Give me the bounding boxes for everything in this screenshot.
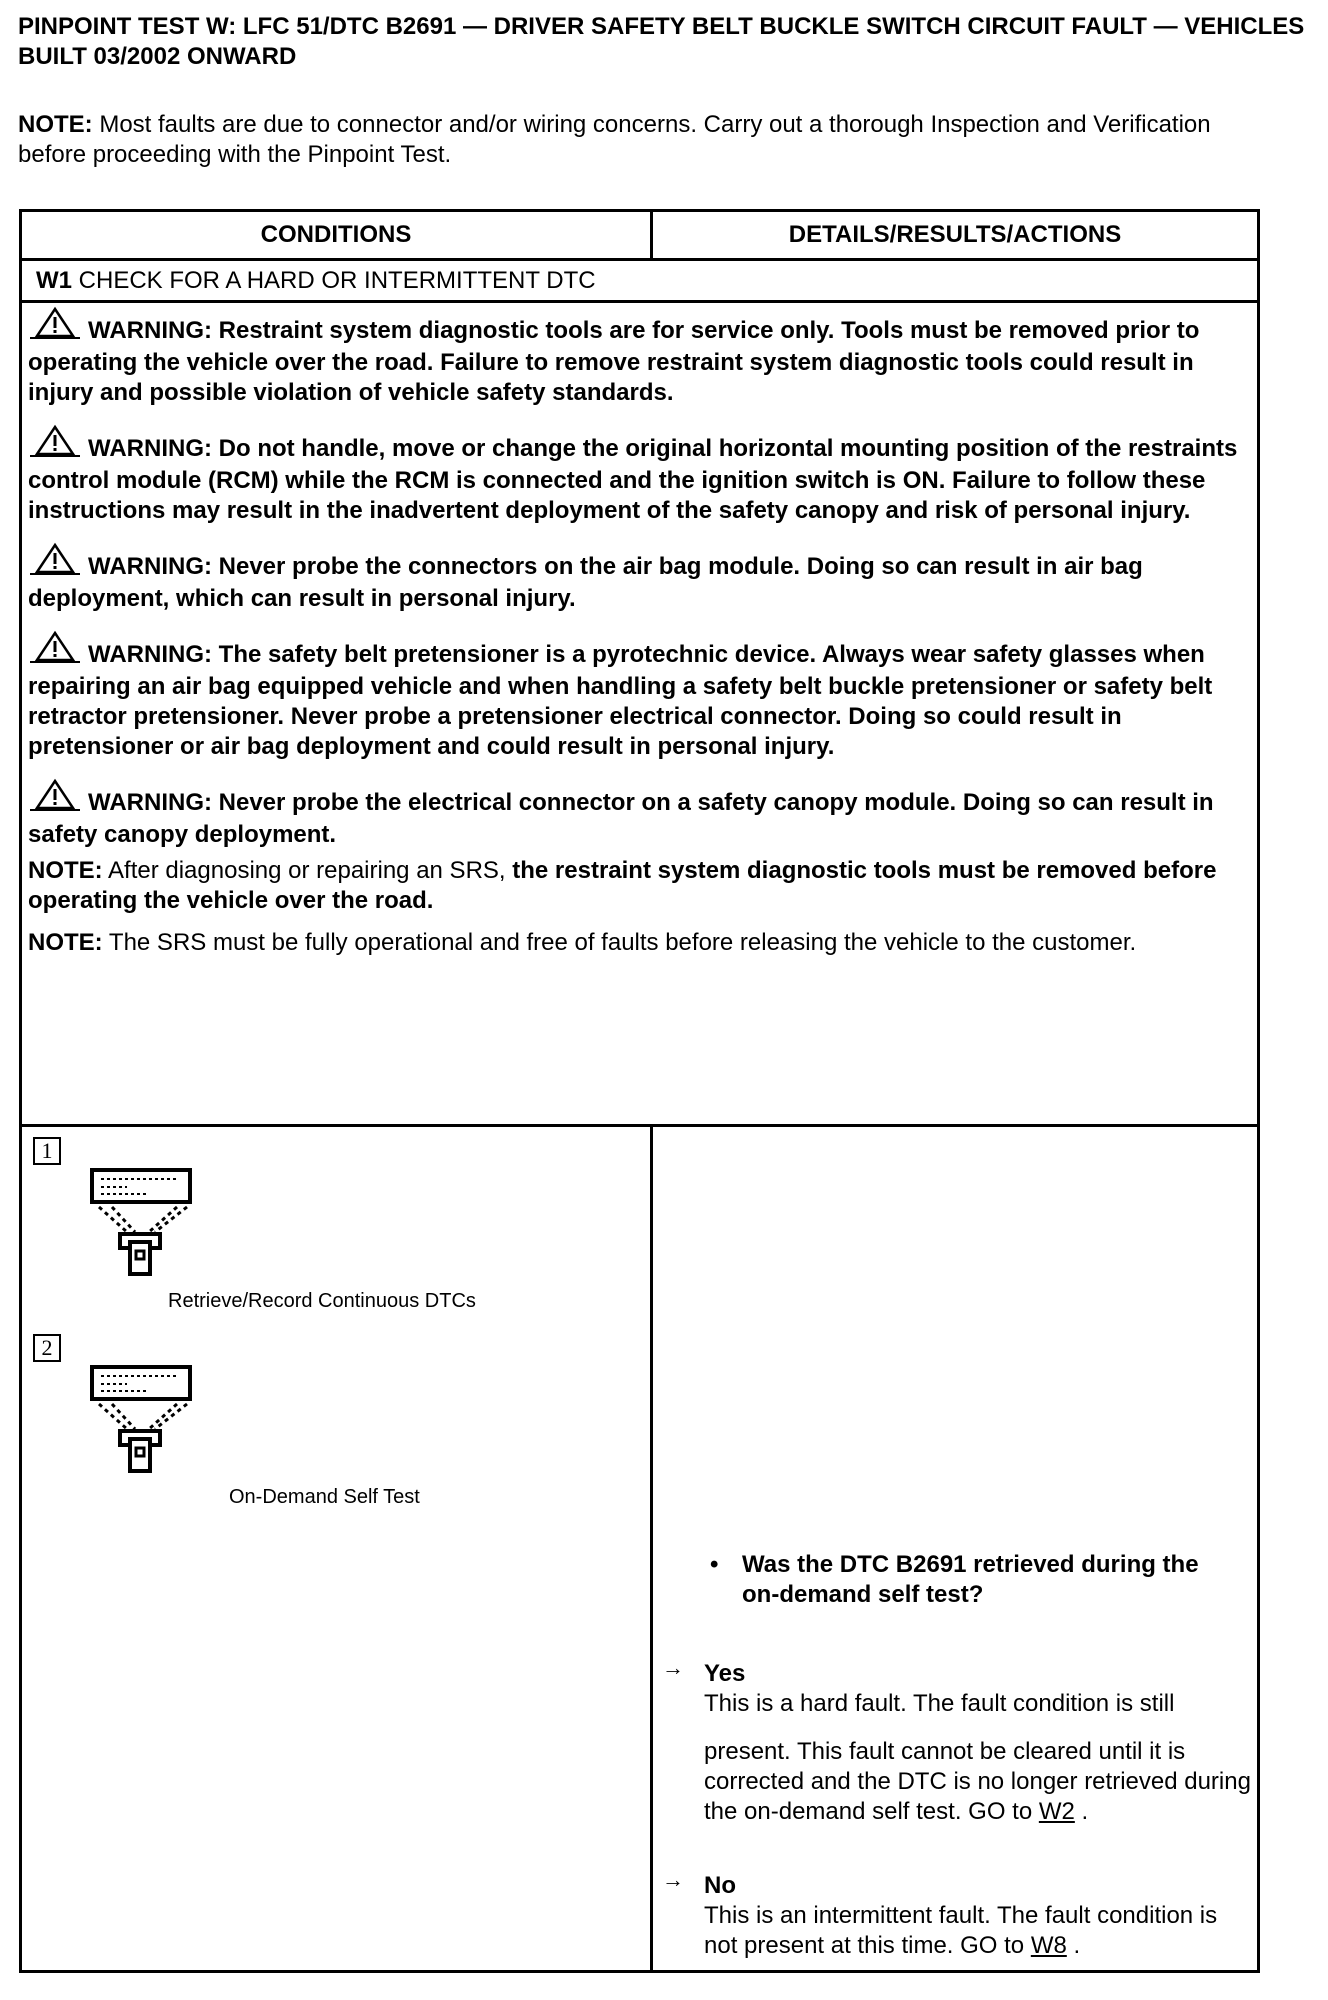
- answer-text: This is a hard fault. The fault condition is still: [704, 1690, 1175, 1717]
- step-number-2: 2: [33, 1334, 61, 1362]
- answer-text-part: present. This fault cannot be cleared until it is corrected and the DTC is no longer retrieved during the on-demand self test. GO to: [704, 1738, 1251, 1825]
- warning-5: [28, 778, 1253, 850]
- arrow-right-icon: →: [662, 1867, 684, 1892]
- goto-w8-link[interactable]: W8: [1030, 1932, 1067, 1959]
- step-caption: On-Demand Self Test: [229, 1486, 420, 1508]
- scan-tool-icon: [87, 1167, 197, 1282]
- step-number-1: 1: [33, 1137, 61, 1165]
- header-conditions: CONDITIONS: [260, 221, 412, 248]
- note-text: After diagnosing or repairing an SRS,: [102, 857, 513, 884]
- warning-triangle-icon: [28, 306, 82, 348]
- answer-text: [704, 1737, 1252, 1827]
- step-id: W1: [36, 267, 72, 294]
- answer-text-end: .: [1066, 1932, 1081, 1959]
- warning-text: WARNING: Restraint system diagnostic tools are for service only. Tools must be removed prior to operating the vehicle over the road. Failure to remove restraint system diagnostic tools could result in injury and possible violation of vehicle safety standards.: [28, 317, 1200, 406]
- page-title: PINPOINT TEST W: LFC 51/DTC B2691 — DRIVER SAFETY BELT BUCKLE SWITCH CIRCUIT FAULT — VEHICLES BUILT 03/2002 ONWARD: [18, 13, 1305, 70]
- answer-label: No: [704, 1872, 736, 1899]
- answer-no: [662, 1867, 1252, 1961]
- warning-text: WARNING: The safety belt pretensioner is a pyrotechnic device. Always wear safety glasses when repairing an air bag equipped vehicle and when handling a safety belt buckle pretensioner or safety belt retractor pretensioner. Never probe a pretensioner electrical connector. Doing so could result in pretensioner or air bag deployment and could result in personal injury.: [28, 641, 1213, 760]
- step-title-row: [22, 258, 1257, 303]
- warning-triangle-icon: [28, 778, 82, 820]
- note-label: NOTE:: [28, 857, 103, 884]
- header-details: DETAILS/RESULTS/ACTIONS: [788, 221, 1122, 248]
- step-caption: Retrieve/Record Continuous DTCs: [168, 1290, 476, 1312]
- column-divider: [650, 1127, 653, 1973]
- intro-note: [18, 110, 1268, 170]
- warnings-section: [28, 306, 1253, 970]
- note-1: [28, 856, 1253, 916]
- note-bold-text: the restraint system diagnostic tools must be removed before operating the vehicle over the road.: [28, 857, 1217, 914]
- answer-text-part: This is an intermittent fault. The fault condition is not present at this time. GO to: [704, 1902, 1218, 1959]
- scan-tool-icon: [87, 1364, 197, 1479]
- warning-text: WARNING: Never probe the connectors on the air bag module. Doing so can result in air bag deployment, which can result in personal injury.: [28, 553, 1143, 612]
- warning-text: WARNING: Do not handle, move or change the original horizontal mounting position of the restraints control module (RCM) while the RCM is connected and the ignition switch is ON. Failure to follow these instructions may result in the inadvertent deployment of the safety canopy and risk of personal injury.: [28, 435, 1238, 524]
- answer-text: [704, 1901, 1252, 1961]
- arrow-right-icon: →: [662, 1655, 684, 1680]
- warning-3: [28, 542, 1253, 614]
- note-label: NOTE:: [28, 929, 103, 956]
- pinpoint-table: [19, 209, 1260, 1973]
- question-text: Was the DTC B2691 retrieved during the on-demand self test?: [742, 1551, 1199, 1608]
- warning-2: [28, 424, 1253, 526]
- table-header: [22, 212, 1257, 261]
- answer-text-end: .: [1074, 1798, 1089, 1825]
- warning-4: [28, 630, 1253, 762]
- note-text: Most faults are due to connector and/or wiring concerns. Carry out a thorough Inspection and Verification before proceeding with the Pinpoint Test.: [18, 111, 1211, 168]
- question: [708, 1550, 1228, 1610]
- note-text: The SRS must be fully operational and free of faults before releasing the vehicle to the customer.: [102, 929, 1137, 956]
- answer-label: Yes: [704, 1660, 746, 1687]
- warning-triangle-icon: [28, 630, 82, 672]
- step-title: CHECK FOR A HARD OR INTERMITTENT DTC: [72, 267, 596, 294]
- warning-triangle-icon: [28, 542, 82, 584]
- bullet-icon: •: [710, 1551, 719, 1578]
- column-divider: [650, 212, 653, 258]
- warning-text: WARNING: Never probe the electrical connector on a safety canopy module. Doing so can result in safety canopy deployment.: [28, 789, 1214, 848]
- note-2: [28, 928, 1253, 958]
- warning-triangle-icon: [28, 424, 82, 466]
- answer-yes: [662, 1655, 1252, 1827]
- note-label: NOTE:: [18, 111, 93, 138]
- warning-1: [28, 306, 1253, 408]
- row-divider: [22, 1124, 1257, 1127]
- goto-w2-link[interactable]: W2: [1038, 1798, 1075, 1825]
